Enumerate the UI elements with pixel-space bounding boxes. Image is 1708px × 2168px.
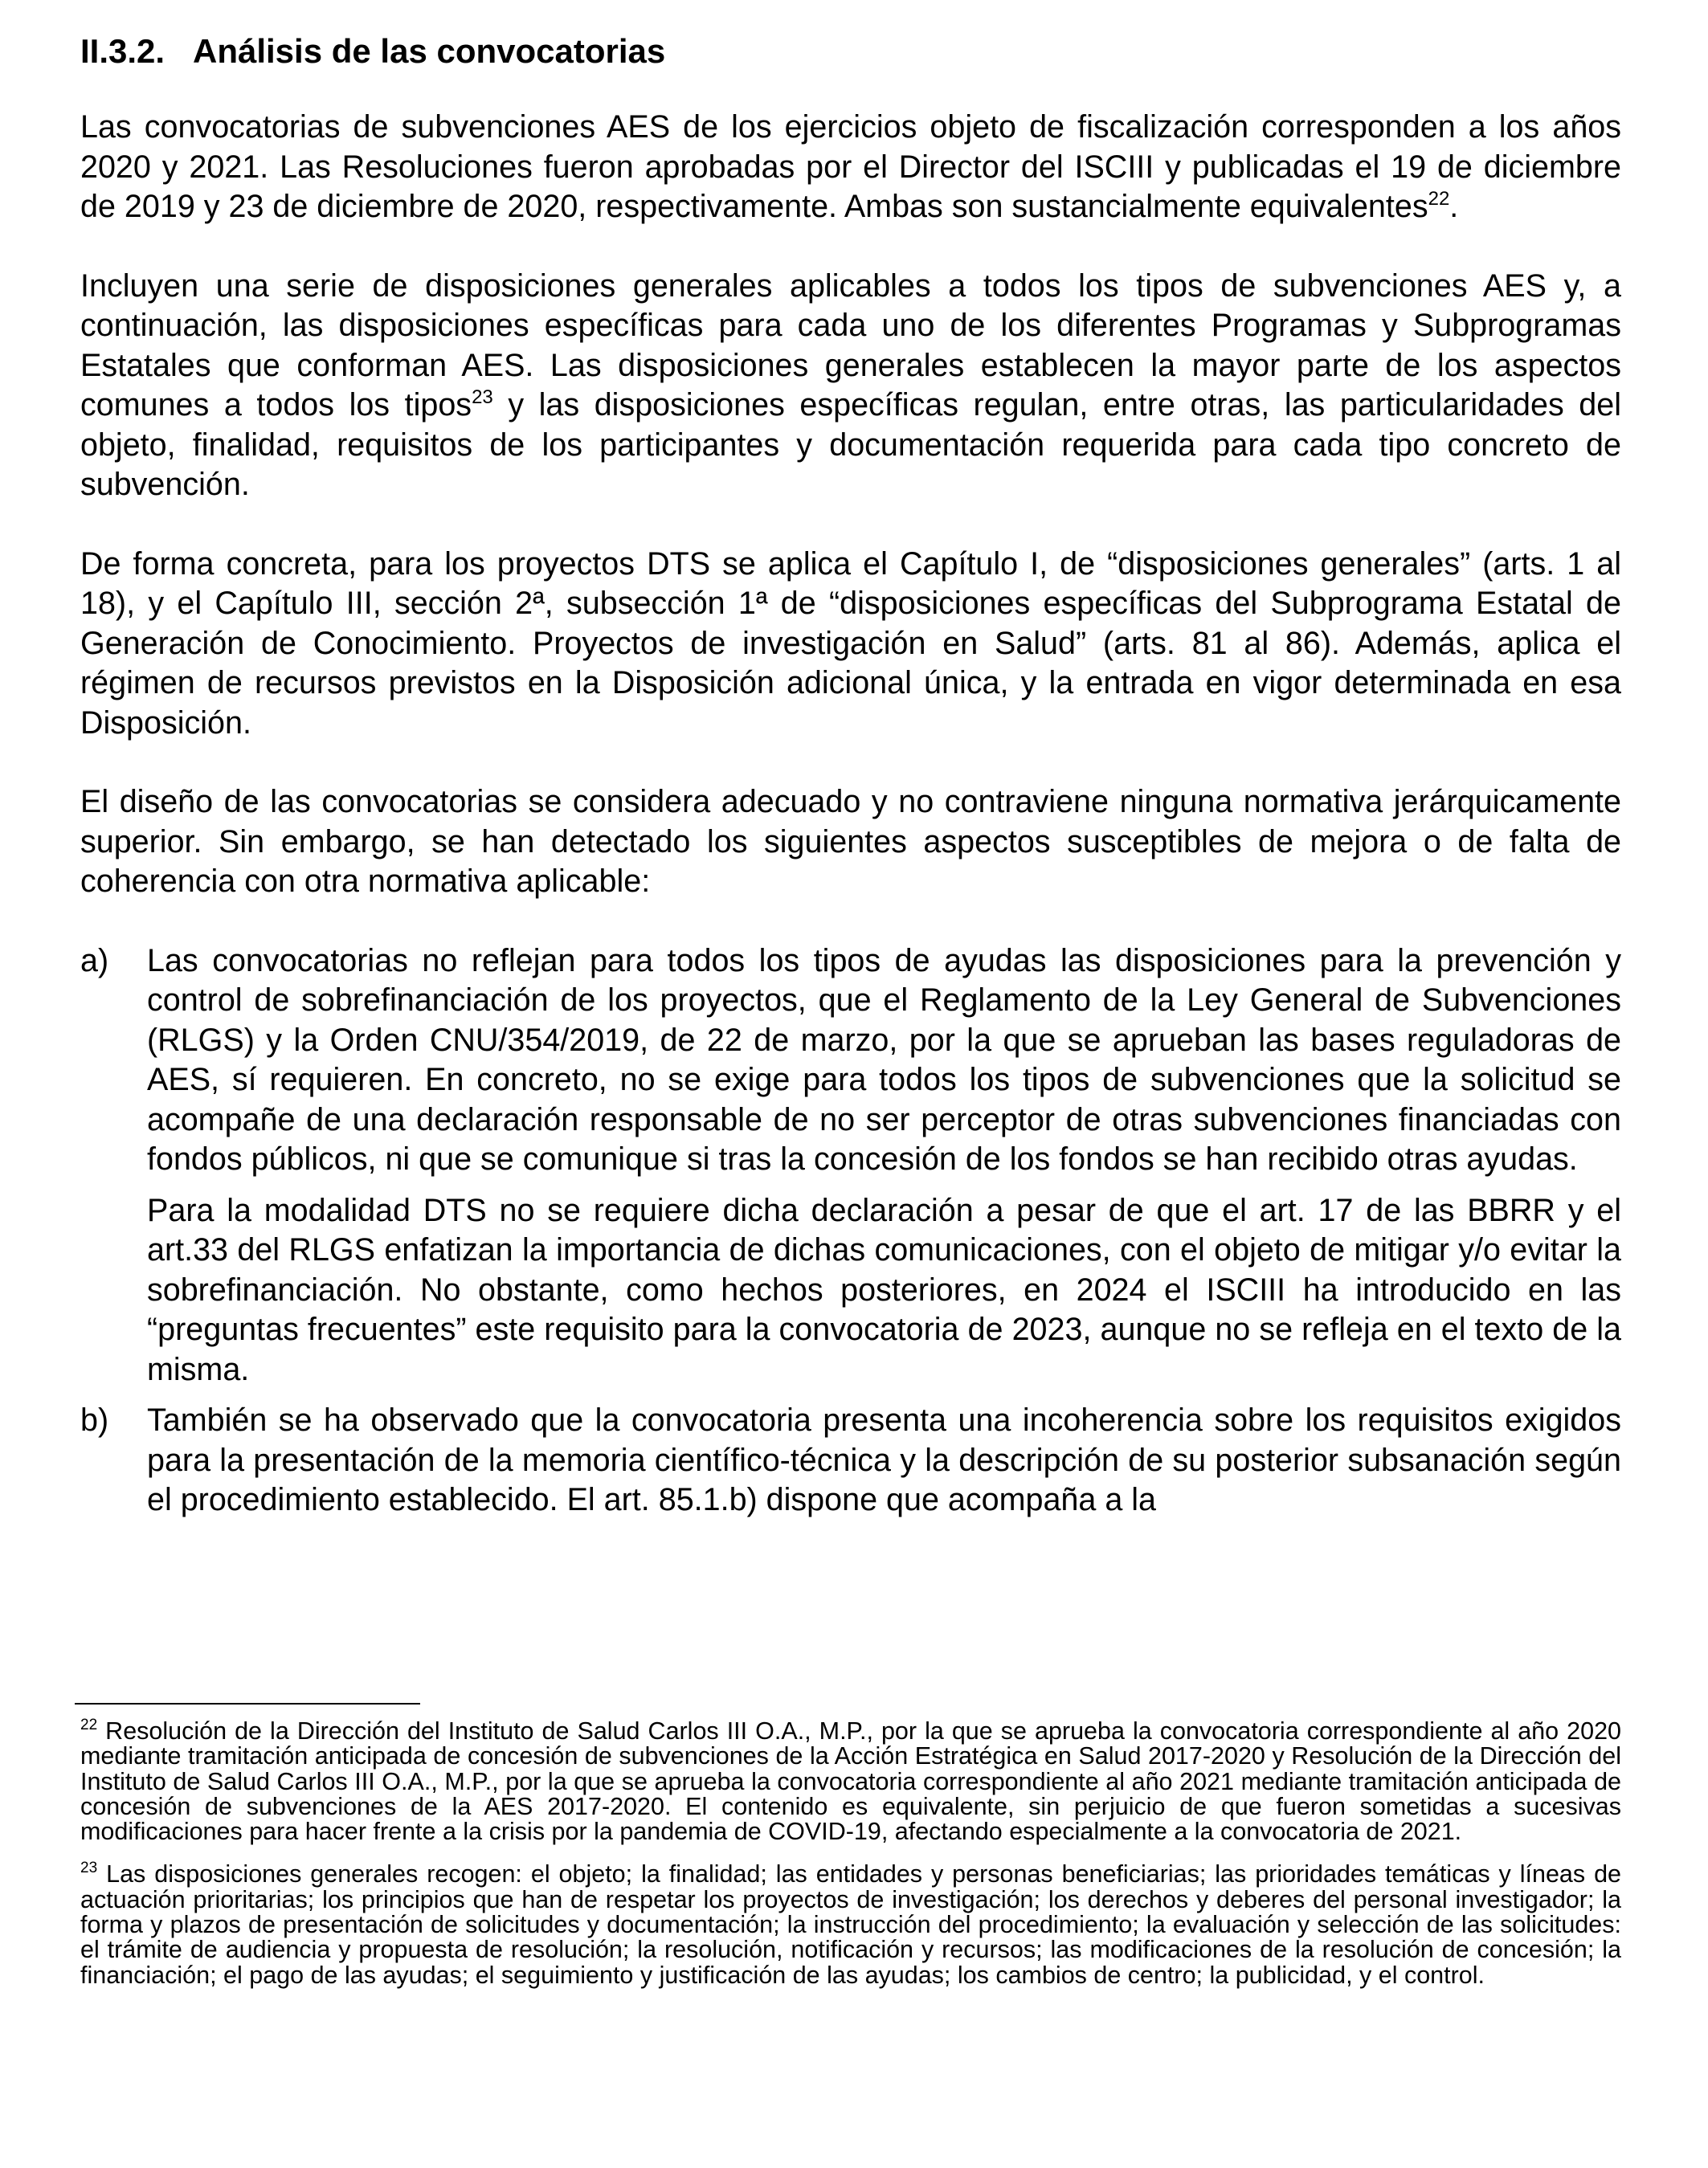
list-marker: a) [80,942,109,978]
footnote-23 [80,1862,1621,1987]
document-page [80,31,1621,1532]
paragraph-1 [80,108,1621,227]
footnote-number: 23 [80,1860,98,1877]
section-heading [80,31,1621,72]
paragraph-4: El diseño de las convocatorias se considera adecuado y no contraviene ninguna normativa jerárquicamente superior. Sin embargo, se han detectado los siguientes aspectos susceptibles de mejora o de falta de coherencia con otra normativa aplicable: [80,784,1621,899]
footnote-reference-23[interactable]: 23 [472,386,493,408]
footnote-22 [80,1719,1621,1844]
footnote-text: Las disposiciones generales recogen: el objeto; la finalidad; las entidades y personas beneficiarias; las prioridades temáticas y líneas de actuación prioritarias; los principios que han de respetar los proyectos de investigación; los derechos y deberes del personal investigador; la forma y plazos de presentación de solicitudes y documentación; la instrucción del procedimiento; la evaluación y selección de las solicitudes: el trámite de audiencia y propuesta de resolución; la resolución, notificación y recursos; las modificaciones de la resolución de concesión; la financiación; el pago de las ayudas; el seguimiento y justificación de las ayudas; los cambios de centro; la publicidad, y el control. [80,1860,1621,1989]
list-item-paragraph: También se ha observado que la convocatoria presenta una incoherencia sobre los requisitos exigidos para la presentación de la memoria científico-técnica y la descripción de su posterior subsanación según el procedimiento establecido. El art. 85.1.b) dispone que acompaña a la [147,1402,1621,1517]
paragraph-tail: y las disposiciones específicas regulan, entre otras, las particularidades del objeto, finalidad, requisitos de los participantes y documentación requerida para cada tipo concreto de subvención. [80,387,1622,502]
footnote-number: 22 [80,1717,98,1733]
list-item-a [80,941,1621,1390]
paragraph-text: Las convocatorias de subvenciones AES de los ejercicios objeto de fiscalización corresponden a los años 2020 y 2021. Las Resoluciones fueron aprobadas por el Director del ISCIII y publicadas el 19 de diciembre de 2019 y 23 de diciembre de 2020, respectivamente. Ambas son sustancialmente equivalentes [80,109,1621,224]
paragraph-text: Incluyen una serie de disposiciones generales aplicables a todos los tipos de subvenciones AES y, a continuación, las disposiciones específicas para cada uno de los diferentes Programas y Subprogramas Estatales que conforman AES. Las disposiciones generales establecen la mayor parte de los aspectos comunes a todos los tipos [80,267,1621,423]
list-item-paragraph: Las convocatorias no reflejan para todos los tipos de ayudas las disposiciones para la prevención y control de sobrefinanciación de los proyectos, que el Reglamento de la Ley General de Subvenciones (RLGS) y la Orden CNU/354/2019, de 22 de marzo, por la que se aprueban las bases reguladoras de AES, sí requieren. En concreto, no se exige para todos los tipos de subvenciones que la solicitud se acompañe de una declaración responsable de no ser perceptor de otras subvenciones financiadas con fondos públicos, ni que se comunique si tras la concesión de los fondos se han recibido otras ayudas. [147,942,1621,1177]
paragraph-3: De forma concreta, para los proyectos DTS se aplica el Capítulo I, de “disposiciones generales” (arts. 1 al 18), y el Capítulo III, sección 2ª, subsección 1ª de “disposiciones específicas del Subprograma Estatal de Generación de Conocimiento. Proyectos de investigación en Salud” (arts. 81 al 86). Además, aplica el régimen de recursos previstos en la Disposición adicional única, y la entrada en vigor determinada en esa Disposición. [80,545,1621,741]
footnote-text: Resolución de la Dirección del Instituto de Salud Carlos III O.A., M.P., por la que se aprueba la convocatoria correspondiente al año 2020 mediante tramitación anticipada de concesión de subvenciones de la Acción Estratégica en Salud 2017-2020 y Resolución de la Dirección del Instituto de Salud Carlos III O.A., M.P., por la que se aprueba la convocatoria correspondiente al año 2021 mediante tramitación anticipada de concesión de subvenciones de la AES 2017-2020. El contenido es equivalente, sin perjuicio de que fueron sometidas a sucesivas modificaciones para hacer frente a la crisis por la pandemia de COVID-19, afectando especialmente a la convocatoria de 2021. [80,1717,1621,1846]
section-number: II.3.2. [80,32,165,70]
footnotes [80,1719,1621,2006]
footnote-separator [75,1703,420,1705]
list-item-b [80,1401,1621,1521]
paragraph-tail: . [1449,189,1459,224]
list-marker: b) [80,1402,109,1438]
list-item-paragraph: Para la modalidad DTS no se requiere dicha declaración a pesar de que el art. 17 de las BBRR y el art.33 del RLGS enfatizan la importancia de dichas comunicaciones, con el objeto de mitigar y/o evitar la sobrefinanciación. No obstante, como hechos posteriores, en 2024 el ISCIII ha introducido en las “preguntas frecuentes” este requisito para la convocatoria de 2023, aunque no se refleja en el texto de la misma. [147,1192,1621,1387]
section-title: Análisis de las convocatorias [193,32,666,70]
paragraph-2 [80,267,1621,505]
footnote-reference-22[interactable]: 22 [1428,188,1450,210]
